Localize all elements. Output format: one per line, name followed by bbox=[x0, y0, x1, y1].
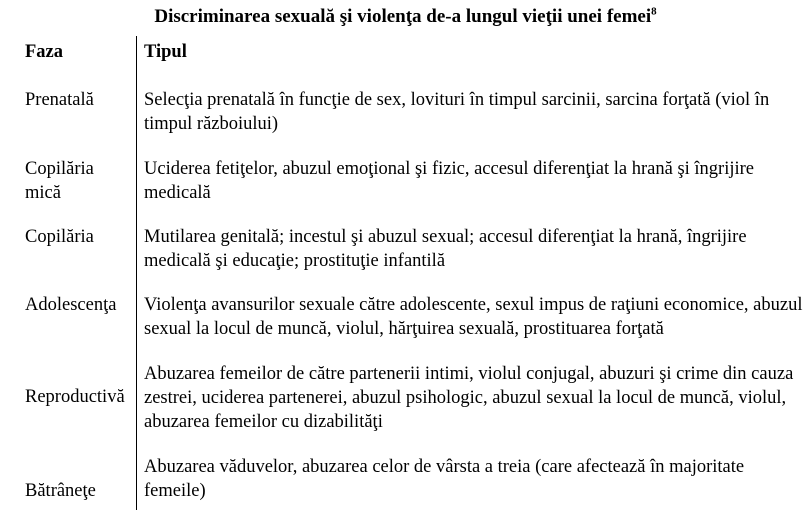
footnote-marker: 8 bbox=[651, 5, 657, 18]
row-type-batranete: Abuzarea văduvelor, abuzarea celor de vârsta a treia (care afectează în majoritate femeile) bbox=[144, 457, 745, 501]
row-phase-reproductiva: Reproductivă bbox=[25, 387, 125, 407]
row-type-copilaria-mica: Uciderea fetiţelor, abuzul emoţional şi fizic, accesul diferenţiat la hrană şi îngrijire medicală bbox=[144, 159, 755, 203]
row-phase-copilaria: Copilăria bbox=[25, 227, 94, 247]
row-type-reproductiva: Abuzarea femeilor de către partenerii intimi, violul conjugal, abuzuri şi crime din cauza zestrei, uciderea partenerei, abuzul psihologic, abuzul sexual la locul de muncă, violul, abuzarea femeilor cu dizabilităţi bbox=[144, 364, 794, 432]
row-phase-prenatala: Prenatală bbox=[25, 90, 94, 110]
header-phase: Faza bbox=[25, 42, 64, 62]
row-phase-copilaria-mica: Copilăria mică bbox=[25, 159, 94, 203]
column-divider bbox=[136, 36, 137, 510]
row-phase-batranete: Bătrâneţe bbox=[25, 481, 96, 501]
table-title-text: Discriminarea sexuală şi violenţa de-a lungul vieţii unei femei bbox=[154, 6, 652, 27]
row-type-prenatala: Selecţia prenatală în funcţie de sex, lovituri în timpul sarcinii, sarcina forţată (viol în timpul războiului) bbox=[144, 90, 770, 134]
row-type-copilaria: Mutilarea genitală; incestul şi abuzul sexual; accesul diferenţiat la hrană, îngrijire medicală şi educaţie; prostituţie infantilă bbox=[144, 227, 747, 271]
header-type: Tipul bbox=[144, 42, 187, 62]
row-type-adolescenta: Violenţa avansurilor sexuale către adolescente, sexul impus de raţiuni economice, abuzul sexual la locul de muncă, violul, hărţuirea sexuală, prostituarea forţată bbox=[144, 295, 803, 339]
table-title bbox=[0, 5, 811, 29]
row-phase-adolescenta: Adolescenţa bbox=[25, 295, 117, 315]
